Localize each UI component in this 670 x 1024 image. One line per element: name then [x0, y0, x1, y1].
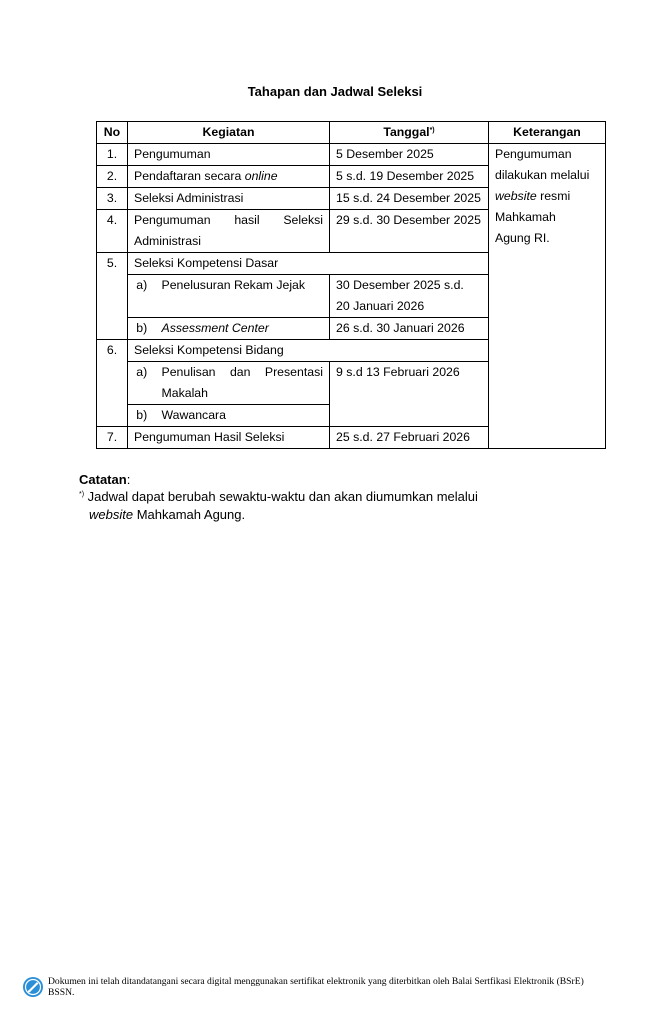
row-number: 4.: [97, 210, 128, 253]
footer-text: [48, 976, 662, 987]
row-tanggal: 25 s.d. 27 Februari 2026: [330, 427, 489, 449]
row-number: 1.: [97, 144, 128, 166]
row-number: 5.: [97, 253, 128, 340]
notes-line: *) Jadwal dapat berubah sewaktu-waktu dan akan diumumkan melalui: [79, 489, 478, 504]
row-kegiatan: Penelusuran Rekam Jejak: [156, 275, 330, 318]
row-kegiatan: Administrasi: [128, 231, 330, 253]
header-keterangan: Keterangan: [489, 122, 606, 144]
header-kegiatan: Kegiatan: [128, 122, 330, 144]
page-title: Tahapan dan Jadwal Seleksi: [247, 84, 423, 99]
header-no: No: [97, 122, 128, 144]
sub-letter: a): [128, 275, 156, 318]
sub-letter: a): [128, 362, 156, 405]
header-tanggal: Tanggal*): [330, 122, 489, 144]
sub-letter: b): [128, 405, 156, 427]
sub-letter: b): [128, 318, 156, 340]
row-number: 6.: [97, 340, 128, 427]
row-kegiatan: Assessment Center: [156, 318, 330, 340]
row-kegiatan: Makalah: [156, 383, 330, 405]
row-kegiatan: Pendaftaran secara online: [128, 166, 330, 188]
table-header-row: [97, 122, 606, 144]
row-tanggal: 20 Januari 2026: [330, 296, 489, 318]
bsre-logo-icon: [22, 976, 44, 998]
row-kegiatan: Seleksi Administrasi: [128, 188, 330, 210]
keterangan-cell: [489, 144, 606, 449]
row-number: 2.: [97, 166, 128, 188]
row-tanggal: 5 Desember 2025: [330, 144, 489, 166]
notes-line: website Mahkamah Agung.: [89, 507, 246, 522]
notes-body: [79, 488, 478, 524]
row-kegiatan: Wawancara: [156, 405, 330, 427]
row-tanggal: 26 s.d. 30 Januari 2026: [330, 318, 489, 340]
keterangan-line: Pengumuman: [495, 147, 572, 161]
row-tanggal: 29 s.d. 30 Desember 2025: [330, 210, 489, 253]
row-number: 7.: [97, 427, 128, 449]
row-tanggal: 9 s.d 13 Februari 2026: [330, 362, 489, 427]
footer-line: BSSN.: [48, 987, 75, 998]
keterangan-line: Agung RI.: [495, 231, 550, 245]
table-row: [97, 144, 606, 166]
row-tanggal: 15 s.d. 24 Desember 2025: [330, 188, 489, 210]
footer-line: Dokumen ini telah ditandatangani secara digital menggunakan sertifikat elektronik yang diterbitkan oleh Balai Sertfikasi Elektronik (BSrE): [48, 976, 584, 987]
row-kegiatan: Pengumuman Hasil Seleksi: [128, 427, 330, 449]
row-kegiatan: Pengumuman hasil Seleksi: [128, 210, 330, 232]
row-tanggal: 30 Desember 2025 s.d.: [330, 275, 489, 297]
row-kegiatan: Seleksi Kompetensi Bidang: [128, 340, 489, 362]
row-kegiatan: Seleksi Kompetensi Dasar: [128, 253, 489, 275]
row-number: 3.: [97, 188, 128, 210]
keterangan-line: website resmi: [495, 189, 571, 203]
schedule-table: [96, 121, 606, 449]
keterangan-line: Mahkamah: [495, 210, 556, 224]
keterangan-line: dilakukan melalui: [495, 168, 590, 182]
row-kegiatan: Pengumuman: [128, 144, 330, 166]
row-kegiatan: Penulisan dan Presentasi: [156, 362, 330, 384]
notes-heading: Catatan:: [79, 472, 131, 487]
row-tanggal: 5 s.d. 19 Desember 2025: [330, 166, 489, 188]
